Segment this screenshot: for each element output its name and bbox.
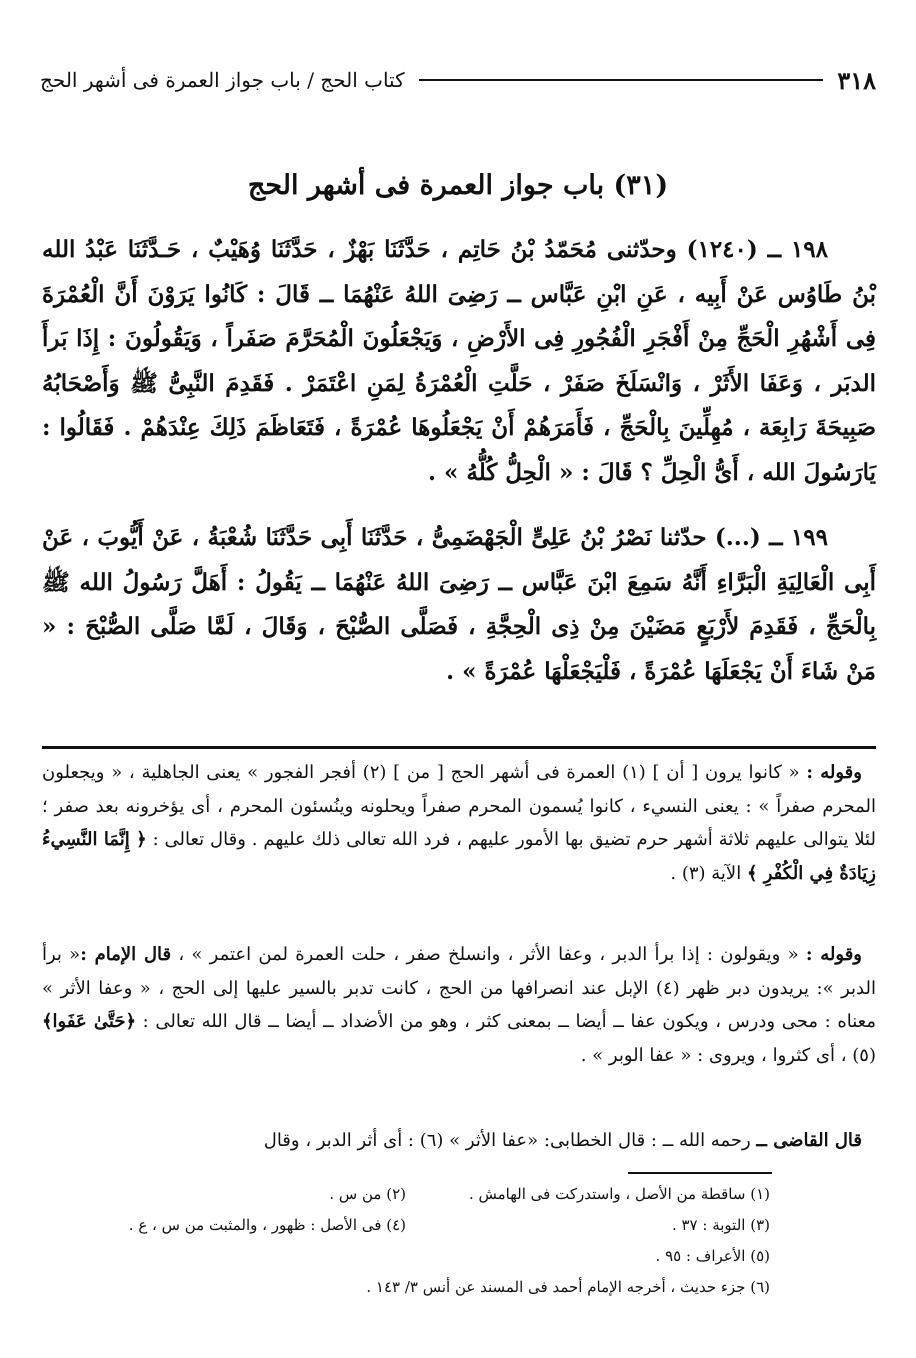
commentary-tail: (٥) ، أى كثروا ، ويروى : « عفا الوبر » .: [580, 1044, 876, 1066]
footnote: (٦) جزء حديث ، أخرجه الإمام أحمد فى المسند عن أنس ٣/ ١٤٣ .: [366, 1277, 770, 1296]
commentary-text: « برأ الدبر »: يريدون دبر ظهر (٤) الإبل عند انصرافها من الحج ، كانت تدبر بالسير عليها إلى الحج ، « وعفا الأثر » معناه : محى ودرس ، ويكون عفا ــ أيضا ــ بمعنى كثر ، وهو من الأضداد ــ أيضا ــ قال الله تعالى :: [42, 944, 876, 1033]
footnote-separator: [628, 1172, 772, 1174]
commentary-text: « كانوا يرون [ أن ] (١) العمرة فى أشهر الحج [ من ] (٢) أفجر الفجور » يعنى الجاهلية ، « ويجعلون المحرم صفراً » : يعنى النسيء ، كانوا يُسمون المحرم صفراً ويحلونه وينُسئون المحرم ، أى يؤخرونه بعد صفر ؛ لئلا يتوالى عليهم ثلاثة أشهر حرم تضيق بها الأمور عليهم ، فرد الله تعالى ذلك عليهم . وقال تعالى :: [42, 762, 876, 851]
running-title: كتاب الحج / باب جواز العمرة فى أشهر الحج: [40, 68, 405, 92]
hadith-text: ١٩٨ ــ (١٢٤٠) وحدّثنى مُحَمّدُ بْنُ حَاتِم ، حَدَّثَنَا بَهْزٌ ، حَدَّثَنَا وُهَيْبٌ ، حَـدَّثَنَا عَبْدُ الله بْنُ طَاوُس عَنْ أَبِيه ، عَنِ ابْنِ عَبَّاس ــ رَضِىَ اللهُ عَنْهُمَا ــ قَالَ : كَانُوا يَرَوْنَ أَنَّ الْعُمْرَةَ فِى أَشْهُرِ الْحَجِّ مِنْ أَفْجَرِ الْفُجُورِ فِى الأَرْضِ ، وَيَجْعَلُونَ الْمُحَرَّمَ صَفَراً ، وَيَقُولُونَ : إِذَا بَرأَ الدبَر ، وَعَفَا الأَثَرْ ، وَانْسَلَخَ صَفَرْ ، حَلَّتِ الْعُمْرَةُ لِمَنِ اعْتَمَرْ . فَقَدِمَ النَّبِىُّ ﷺ وَأَصْحَابُهُ صَبِيحَةَ رَابِعَة ، مُهِلِّينَ بِالْحَجِّ ، فَأَمَرَهُمْ أَنْ يَجْعَلُوهَا عُمْرَةً ، فَتَعَاظَمَ ذَلِكَ عِنْدَهُمْ . فَقَالُوا : يَارَسُولَ الله ، أَىُّ الْحِلِّ ؟ قَالَ : « الْحِلُّ كُلُّهُ » .: [42, 236, 876, 486]
commentary-paragraph: [42, 1124, 876, 1158]
footnote: (٥) الأعراف : ٩٥ .: [655, 1246, 770, 1265]
commentary-separator: [42, 746, 876, 749]
footnote: (٣) التوبة : ٣٧ .: [671, 1215, 770, 1234]
commentary-text: رحمه الله ــ : قال الخطابى: «عفا الأثر » (٦) : أى أثر الدبر ، وقال: [263, 1130, 757, 1151]
running-header: [40, 62, 876, 98]
chapter-title: (٣١) باب جواز العمرة فى أشهر الحج: [247, 170, 669, 201]
commentary-lead-imam: قال الإمام :: [80, 944, 172, 965]
commentary-lead: وقوله :: [805, 944, 862, 965]
quran-quote: ﴿حَتَّىٰ عَفَوا﴾: [42, 1011, 136, 1033]
footnote: (٢) من س .: [329, 1184, 406, 1203]
quran-quote: ﴿ إِنَّمَا النَّسِيءُ زِيَادَةٌ فِي الْكُفْرِ ﴾: [42, 829, 876, 884]
footnote: (١) ساقطة من الأصل ، واستدركت فى الهامش .: [468, 1184, 770, 1203]
commentary-tail: الآية (٣) .: [670, 862, 747, 884]
commentary-paragraph: [42, 938, 876, 1072]
page-number: ٣١٨: [837, 65, 876, 95]
footnotes: [42, 1178, 770, 1302]
commentary-lead: وقوله :: [806, 762, 862, 783]
hadith-198: [42, 228, 876, 495]
header-rule: [419, 79, 824, 81]
commentary-paragraph: [42, 756, 876, 890]
hadith-text: ١٩٩ ــ (...) حدّثنا نَصْرُ بْنُ عَلِىٍّ الْجَهْضَمِىُّ ، حَدَّثَنَا أَبِى حَدَّثَنَا شُعْبَةُ ، عَنْ أَيُّوبَ ، عَنْ أَبِى الْعَالِيَةِ الْبَرَّاءِ أَنَّهُ سَمِعَ ابْنَ عَبَّاس ــ رَضِىَ اللهُ عَنْهُمَا ــ يَقُولُ : أَهَلَّ رَسُولُ الله ﷺ بِالْحَجِّ ، فَقَدِمَ لأَرْبَعٍ مَضَيْنَ مِنْ ذِى الْحِجَّةِ ، فَصَلَّى الصُّبْحَ ، وَقَالَ ، لَمَّا صَلَّى الصُّبْحَ : « مَنْ شَاءَ أَنْ يَجْعَلَهَا عُمْرَةً ، فَلْيَجْعَلْهَا عُمْرَةً » .: [42, 524, 876, 685]
hadith-199: [42, 516, 876, 694]
commentary-lead: قال القاضى ــ: [756, 1130, 862, 1151]
footnote: (٤) فى الأصل : ظهور ، والمثبت من س ، ع .: [128, 1215, 406, 1234]
commentary-text: « ويقولون : إذا برأ الدبر ، وعفا الأثر ، وانسلخ صفر ، حلت العمرة لمن اعتمر » ،: [171, 944, 806, 965]
